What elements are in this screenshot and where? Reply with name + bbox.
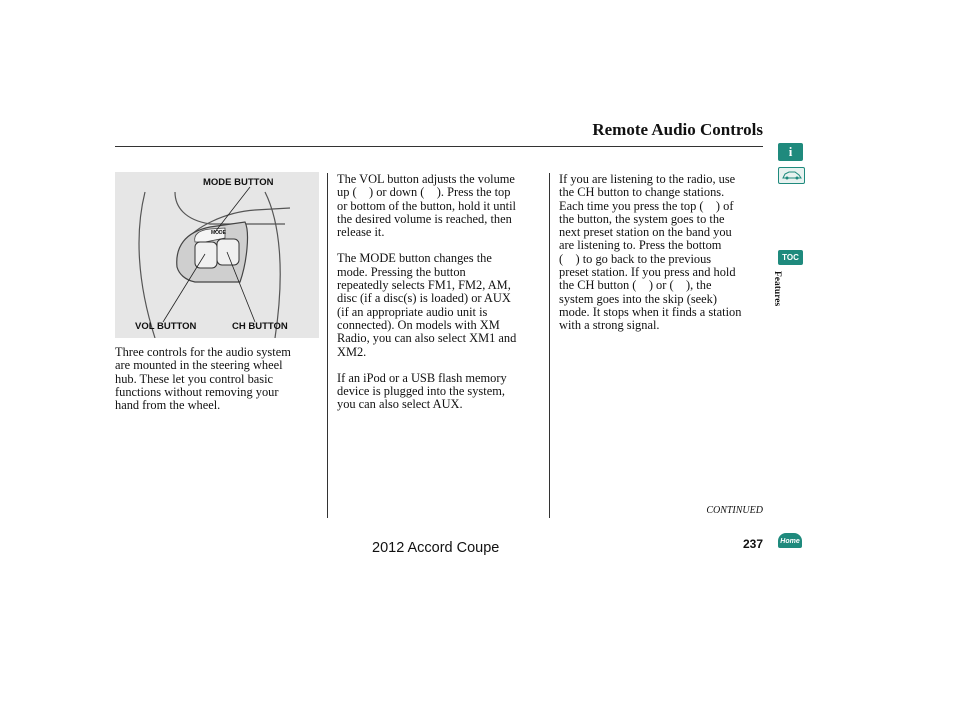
text-line: you can also select AUX. <box>337 397 463 412</box>
vol-paragraph <box>337 173 542 239</box>
text-line: If you are listening to the radio, use <box>559 172 736 186</box>
steering-wheel-figure <box>115 172 319 338</box>
toc-button[interactable]: TOC <box>778 250 803 265</box>
car-icon[interactable] <box>778 167 805 184</box>
text-line: release it. <box>337 225 385 240</box>
model-footer: 2012 Accord Coupe <box>372 540 500 556</box>
text-line: next preset station on the band you <box>559 225 732 240</box>
column-divider <box>327 173 328 518</box>
steering-wheel-illustration <box>115 172 319 338</box>
mode-key-text: MODE <box>211 230 226 236</box>
info-icon[interactable]: i <box>778 143 803 161</box>
text-line: up ( ) or down ( ). Press the top <box>337 185 511 200</box>
page-title: Remote Audio Controls <box>592 120 763 139</box>
column-3 <box>559 173 764 333</box>
mode-paragraph <box>337 252 542 358</box>
text-line: the button, the system goes to the <box>559 211 725 226</box>
text-line: The MODE button changes the <box>337 251 492 266</box>
text-line: functions without removing your <box>115 384 279 399</box>
text-line: device is plugged into the system, <box>337 384 505 399</box>
text-line: preset station. If you press and hold <box>559 265 736 280</box>
text-line: connected). On models with XM <box>337 317 500 332</box>
text-line: Three controls for the audio system <box>115 345 291 359</box>
text-line: If an iPod or a USB flash memory <box>337 370 507 385</box>
mode-button-label: MODE BUTTON <box>203 177 274 188</box>
header-rule <box>115 146 763 147</box>
column-divider <box>549 173 550 518</box>
text-line: mode. It stops when it finds a station <box>559 304 742 319</box>
text-line: are listening to. Press the bottom <box>559 238 722 253</box>
page-number: 237 <box>742 537 763 551</box>
text-line: the CH button to change stations. <box>559 185 725 200</box>
continued-label: CONTINUED <box>706 505 763 516</box>
text-line: (if an appropriate audio unit is <box>337 304 488 319</box>
text-line: are mounted in the steering wheel <box>115 358 283 373</box>
text-line: mode. Pressing the button <box>337 264 466 279</box>
text-line: hub. These let you control basic <box>115 371 274 386</box>
ch-button-label: CH BUTTON <box>232 321 288 332</box>
text-line: disc (if a disc(s) is loaded) or AUX <box>337 291 511 306</box>
text-line: Each time you press the top ( ) of <box>559 198 734 213</box>
aux-paragraph <box>337 372 542 412</box>
section-label: Features <box>772 271 782 307</box>
text-line: Radio, you can also select XM1 and <box>337 331 517 346</box>
text-line: or bottom of the button, hold it until <box>337 198 516 213</box>
text-line: the desired volume is reached, then <box>337 211 512 226</box>
vol-button-label: VOL BUTTON <box>135 321 197 332</box>
text-line: repeatedly selects FM1, FM2, AM, <box>337 278 511 293</box>
text-line: The VOL button adjusts the volume <box>337 172 515 186</box>
section-tab-features <box>772 271 794 331</box>
text-line: hand from the wheel. <box>115 398 221 413</box>
column-2 <box>337 173 542 412</box>
car-icon-graphic <box>781 169 803 181</box>
intro-paragraph <box>115 346 320 412</box>
text-line: ( ) to go back to the previous <box>559 251 712 266</box>
text-line: XM2. <box>337 344 367 359</box>
text-line: with a strong signal. <box>559 318 660 333</box>
ch-paragraph <box>559 173 764 333</box>
text-line: system goes into the skip (seek) <box>559 291 717 306</box>
home-button[interactable] <box>778 533 802 548</box>
home-label: Home <box>780 538 800 545</box>
text-line: the CH button ( ) or ( ), the <box>559 278 712 293</box>
column-1 <box>115 346 320 412</box>
